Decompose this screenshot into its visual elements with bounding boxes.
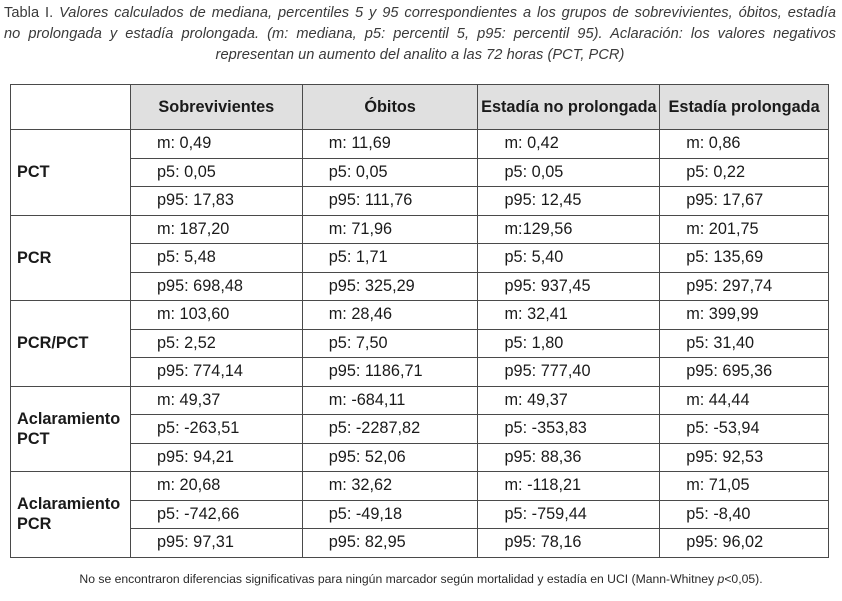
table-cell: p5: 0,05 bbox=[130, 158, 302, 187]
table-cell: p5: 5,48 bbox=[130, 244, 302, 273]
table-cell: p5: 135,69 bbox=[660, 244, 829, 273]
table-cell: m: 0,42 bbox=[478, 130, 660, 159]
table-cell: p5: -2287,82 bbox=[302, 415, 478, 444]
table-cell: m:129,56 bbox=[478, 215, 660, 244]
table-cell: m: 32,41 bbox=[478, 301, 660, 330]
table-cell: p5: 7,50 bbox=[302, 329, 478, 358]
table-cell: p95: 698,48 bbox=[130, 272, 302, 301]
table-cell: p95: 17,83 bbox=[130, 187, 302, 216]
table-cell: p95: 777,40 bbox=[478, 358, 660, 387]
header-estadia-no-prolongada: Estadía no prolongada bbox=[478, 85, 660, 130]
table-row bbox=[11, 415, 829, 444]
table-cell: p5: -49,18 bbox=[302, 500, 478, 529]
table-row bbox=[11, 244, 829, 273]
table-cell: p5: -759,44 bbox=[478, 500, 660, 529]
table-cell: m: 49,37 bbox=[130, 386, 302, 415]
table-cell: p5: 0,22 bbox=[660, 158, 829, 187]
results-table bbox=[10, 84, 829, 558]
table-row bbox=[11, 272, 829, 301]
table-cell: m: 399,99 bbox=[660, 301, 829, 330]
table-header-row bbox=[11, 85, 829, 130]
table-cell: m: 0,86 bbox=[660, 130, 829, 159]
table-row bbox=[11, 529, 829, 558]
table-row bbox=[11, 301, 829, 330]
row-group-label: Aclaramiento PCR bbox=[11, 472, 131, 558]
table-cell: p95: 96,02 bbox=[660, 529, 829, 558]
table-cell: p5: -8,40 bbox=[660, 500, 829, 529]
table-cell: p5: -742,66 bbox=[130, 500, 302, 529]
table-cell: p95: 17,67 bbox=[660, 187, 829, 216]
table-cell: m: 71,96 bbox=[302, 215, 478, 244]
table-row bbox=[11, 472, 829, 501]
header-estadia-prolongada: Estadía prolongada bbox=[660, 85, 829, 130]
table-row bbox=[11, 443, 829, 472]
table-cell: p95: 937,45 bbox=[478, 272, 660, 301]
row-group-label: Aclaramiento PCT bbox=[11, 386, 131, 472]
header-corner bbox=[11, 85, 131, 130]
caption-text-1: Valores calculados de mediana, percentiles 5 y 95 correspondientes a los grupos de sobrevivientes, óbitos, estadía bbox=[59, 5, 836, 21]
row-group-label: PCT bbox=[11, 130, 131, 216]
table-cell: p95: 88,36 bbox=[478, 443, 660, 472]
table-cell: p95: 94,21 bbox=[130, 443, 302, 472]
table-cell: m: 44,44 bbox=[660, 386, 829, 415]
table-cell: p95: 92,53 bbox=[660, 443, 829, 472]
table-row bbox=[11, 358, 829, 387]
table-cell: p5: 5,40 bbox=[478, 244, 660, 273]
table-cell: m: -684,11 bbox=[302, 386, 478, 415]
table-cell: m: -118,21 bbox=[478, 472, 660, 501]
table-row bbox=[11, 386, 829, 415]
table-cell: p95: 297,74 bbox=[660, 272, 829, 301]
table-cell: p95: 82,95 bbox=[302, 529, 478, 558]
table-cell: p95: 1186,71 bbox=[302, 358, 478, 387]
footnote bbox=[0, 572, 842, 586]
table-cell: p5: -353,83 bbox=[478, 415, 660, 444]
table-cell: m: 201,75 bbox=[660, 215, 829, 244]
table-cell: p95: 12,45 bbox=[478, 187, 660, 216]
table-cell: p5: 0,05 bbox=[302, 158, 478, 187]
header-obitos: Óbitos bbox=[302, 85, 478, 130]
caption-line-2: no prolongada y estadía prolongada. (m: mediana, p5: percentil 5, p95: percentil 95). Aclaración: los valores negativos bbox=[4, 26, 836, 42]
table-cell: m: 28,46 bbox=[302, 301, 478, 330]
table-cell: p95: 97,31 bbox=[130, 529, 302, 558]
table-cell: p95: 111,76 bbox=[302, 187, 478, 216]
table-row bbox=[11, 500, 829, 529]
table-cell: m: 71,05 bbox=[660, 472, 829, 501]
table-cell: p5: 31,40 bbox=[660, 329, 829, 358]
footnote-p: p bbox=[717, 572, 725, 586]
table-row bbox=[11, 329, 829, 358]
table-cell: m: 11,69 bbox=[302, 130, 478, 159]
table-cell: p5: -263,51 bbox=[130, 415, 302, 444]
table-cell: p95: 325,29 bbox=[302, 272, 478, 301]
table-cell: m: 49,37 bbox=[478, 386, 660, 415]
table-cell: p5: 1,71 bbox=[302, 244, 478, 273]
table-cell: p95: 695,36 bbox=[660, 358, 829, 387]
table-cell: p95: 774,14 bbox=[130, 358, 302, 387]
table-cell: m: 32,62 bbox=[302, 472, 478, 501]
table-row bbox=[11, 187, 829, 216]
table-caption bbox=[4, 3, 836, 66]
row-group-label: PCR bbox=[11, 215, 131, 301]
table-cell: m: 103,60 bbox=[130, 301, 302, 330]
table-cell: m: 20,68 bbox=[130, 472, 302, 501]
table-cell: p5: 2,52 bbox=[130, 329, 302, 358]
table-cell: p95: 52,06 bbox=[302, 443, 478, 472]
header-sobrevivientes: Sobrevivientes bbox=[130, 85, 302, 130]
table-row bbox=[11, 130, 829, 159]
row-group-label: PCR/PCT bbox=[11, 301, 131, 387]
footnote-text: No se encontraron diferencias significativas para ningún marcador según mortalidad y estadía en UCI (Mann-Whitney bbox=[79, 572, 718, 586]
table-cell: p95: 78,16 bbox=[478, 529, 660, 558]
table-cell: p5: 1,80 bbox=[478, 329, 660, 358]
table-cell: p5: 0,05 bbox=[478, 158, 660, 187]
caption-lead: Tabla I. bbox=[4, 5, 60, 21]
table-cell: p5: -53,94 bbox=[660, 415, 829, 444]
table-cell: m: 187,20 bbox=[130, 215, 302, 244]
caption-line-3: representan un aumento del analito a las 72 horas (PCT, PCR) bbox=[215, 47, 625, 63]
table-row bbox=[11, 215, 829, 244]
caption-line-1 bbox=[4, 3, 836, 24]
footnote-tail: <0,05). bbox=[724, 572, 763, 586]
table-row bbox=[11, 158, 829, 187]
table-cell: m: 0,49 bbox=[130, 130, 302, 159]
